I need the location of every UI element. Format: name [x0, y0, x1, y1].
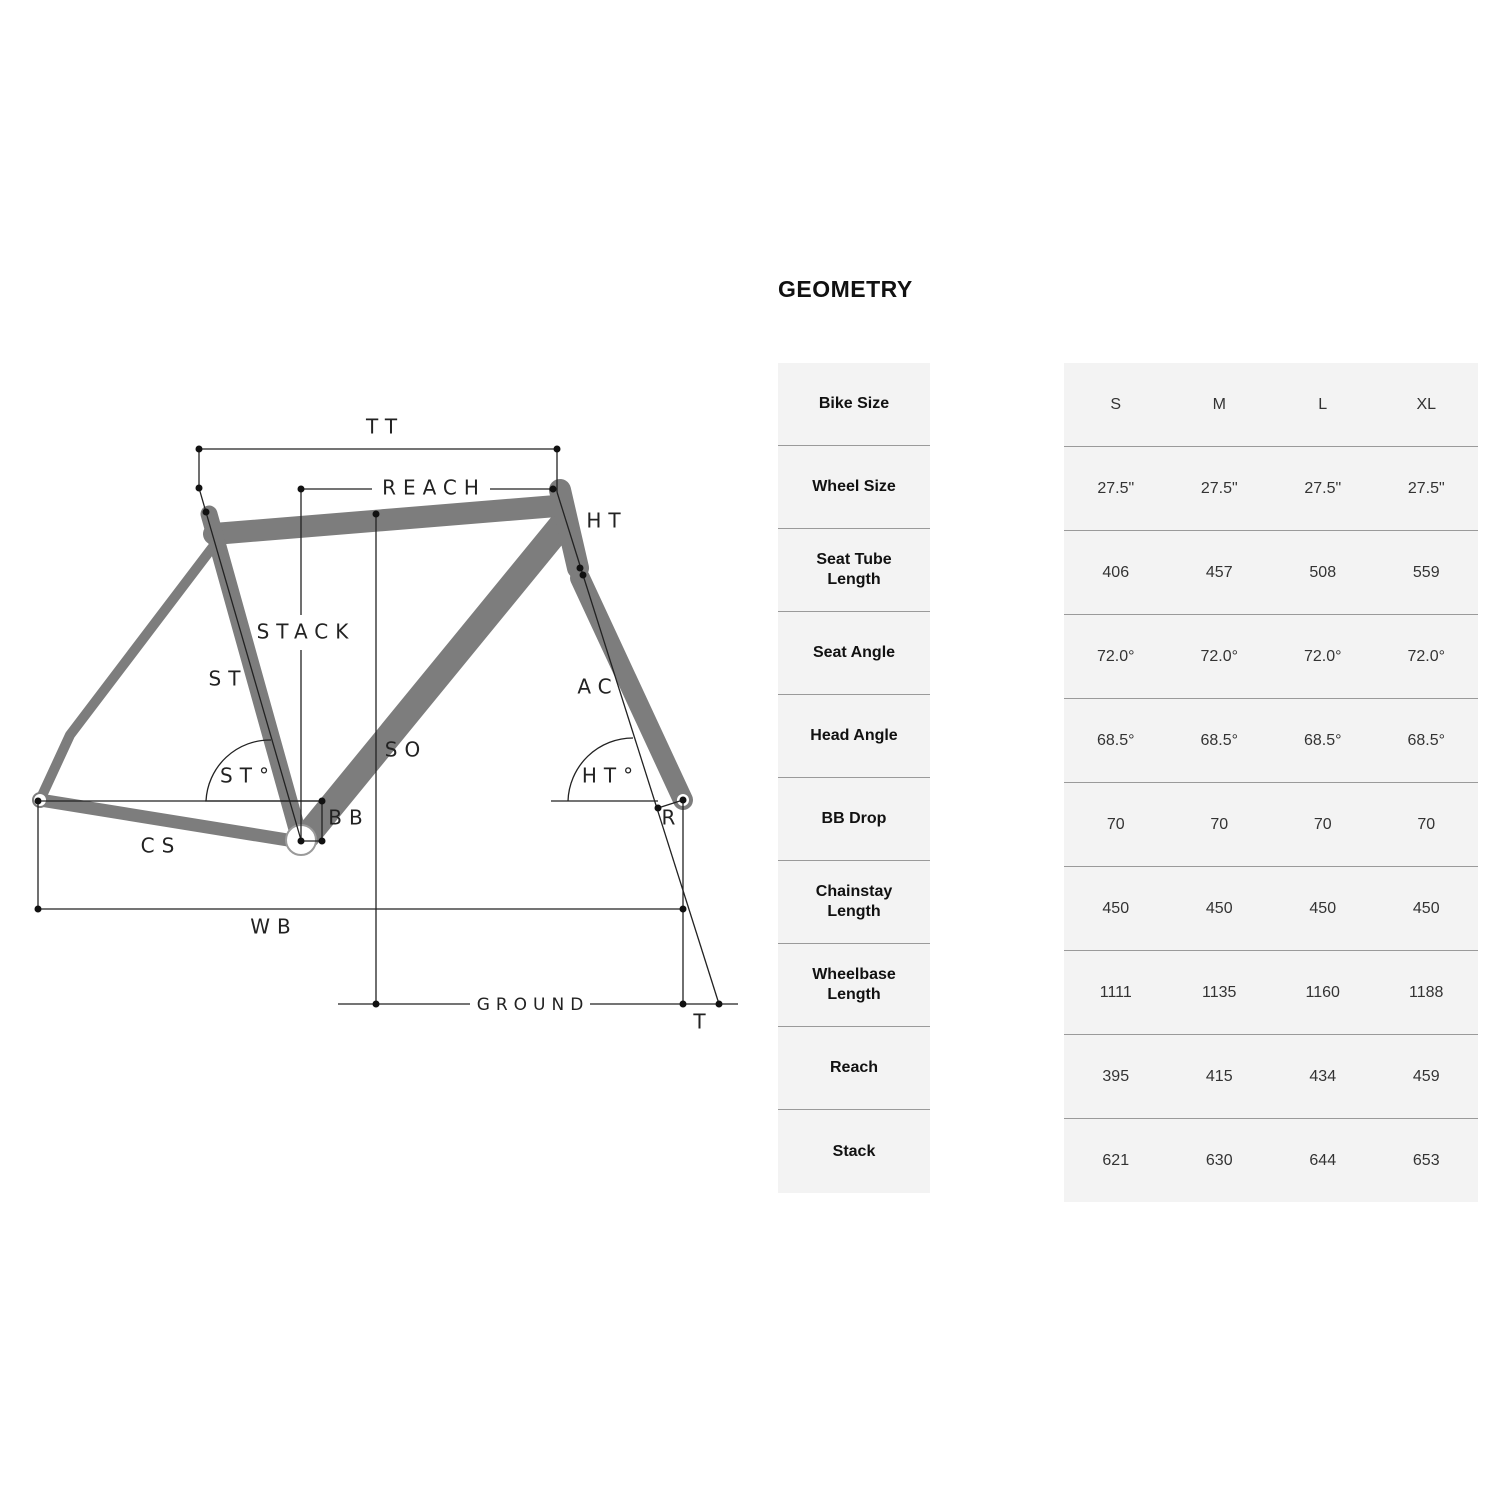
- table-cell: 621: [1102, 1151, 1130, 1169]
- table-row: [1064, 783, 1478, 867]
- measure-point: [298, 486, 305, 493]
- table-cell: 1160: [1305, 983, 1340, 1001]
- table-cell: 27.5": [1304, 479, 1342, 497]
- measure-point: [196, 446, 203, 453]
- table-cell: 508: [1309, 563, 1337, 581]
- geometry-title: GEOMETRY: [778, 276, 913, 302]
- table-cell: 68.5°: [1303, 731, 1342, 749]
- label-st: ST: [208, 666, 248, 691]
- row-label-reach: Reach: [778, 1027, 930, 1110]
- label-so: SO: [384, 737, 428, 762]
- table-cell: 70: [1313, 815, 1332, 833]
- measure-point: [373, 1001, 380, 1008]
- table-cell: 1111: [1099, 983, 1132, 1001]
- label-ht-angle: HT°: [581, 763, 641, 788]
- measure-point: [196, 485, 203, 492]
- table-row: [1064, 699, 1478, 783]
- top-tube: [214, 506, 556, 534]
- table-cell: 1135: [1202, 983, 1237, 1001]
- measure-point: [655, 805, 662, 812]
- label-st-angle: ST°: [220, 763, 276, 788]
- table-cell: 559: [1412, 563, 1440, 581]
- label-stack: STACK: [256, 619, 356, 644]
- frame-geometry-diagram: [0, 0, 760, 1100]
- measure-point: [319, 798, 326, 805]
- row-label-head-angle: Head Angle: [778, 695, 930, 778]
- table-cell: 459: [1412, 1067, 1440, 1085]
- table-cell: 70: [1106, 815, 1125, 833]
- size-header-m: M: [1212, 395, 1226, 413]
- measure-point: [35, 798, 42, 805]
- table-cell: 72.0°: [1407, 647, 1446, 665]
- size-header-row: [1064, 363, 1478, 447]
- table-cell: 457: [1205, 563, 1233, 581]
- table-cell: 68.5°: [1407, 731, 1446, 749]
- label-r: R: [661, 805, 683, 830]
- table-cell: 1188: [1409, 983, 1444, 1001]
- measure-point: [577, 565, 584, 572]
- measure-point: [550, 486, 557, 493]
- table-cell: 406: [1102, 563, 1130, 581]
- table-row: [1064, 867, 1478, 951]
- measure-point: [35, 906, 42, 913]
- table-cell: 27.5": [1097, 479, 1135, 497]
- table-row: [1064, 615, 1478, 699]
- table-row: [1064, 951, 1478, 1035]
- row-label-stack: Stack: [832, 1142, 876, 1160]
- table-row: [1064, 531, 1478, 615]
- table-cell: 644: [1309, 1151, 1337, 1169]
- label-ht: HT: [586, 508, 628, 533]
- table-cell: 653: [1412, 1151, 1440, 1169]
- label-bb: BB: [328, 805, 370, 830]
- label-ground: GROUND: [476, 995, 590, 1015]
- measure-point: [554, 446, 561, 453]
- measure-point: [680, 797, 687, 804]
- table-cell: 70: [1417, 815, 1436, 833]
- ac-measure-line: [583, 575, 719, 1004]
- table-cell: 450: [1309, 899, 1337, 917]
- row-label-bike-size: Bike Size: [778, 363, 930, 446]
- row-label-seat-tube-length: Seat Tube Length: [778, 529, 930, 612]
- label-wb: WB: [250, 914, 298, 939]
- label-t: T: [693, 1009, 713, 1034]
- table-row: [1064, 447, 1478, 531]
- table-cell: 27.5": [1407, 479, 1445, 497]
- table-cell: 415: [1205, 1067, 1233, 1085]
- size-header-xl: XL: [1416, 395, 1437, 413]
- measure-point: [680, 1001, 687, 1008]
- label-tt: TT: [365, 414, 405, 439]
- table-cell: 68.5°: [1096, 731, 1135, 749]
- row-label-chainstay-length: Chainstay Length: [778, 861, 930, 944]
- size-header-s: S: [1110, 395, 1122, 413]
- table-cell: 68.5°: [1200, 731, 1239, 749]
- down-tube: [307, 522, 564, 836]
- label-ac: AC: [577, 674, 619, 699]
- table-row: [1064, 1119, 1478, 1202]
- table-cell: 395: [1102, 1067, 1130, 1085]
- seat-stay: [40, 548, 212, 800]
- table-cell: 450: [1205, 899, 1233, 917]
- table-cell: 434: [1309, 1067, 1337, 1085]
- table-cell: 450: [1412, 899, 1440, 917]
- measure-point: [580, 572, 587, 579]
- label-reach: REACH: [382, 475, 486, 500]
- table-cell: 450: [1102, 899, 1130, 917]
- measure-point: [203, 509, 210, 516]
- label-cs: CS: [140, 833, 182, 858]
- table-cell: 630: [1205, 1151, 1233, 1169]
- geometry-data-table: [1064, 363, 1478, 1202]
- bike-frame: [40, 490, 683, 842]
- row-label-wheel-size: Wheel Size: [778, 446, 930, 529]
- size-header-l: L: [1318, 395, 1328, 413]
- table-cell: 27.5": [1200, 479, 1238, 497]
- measure-point: [319, 838, 326, 845]
- measure-point: [373, 511, 380, 518]
- measure-point: [680, 906, 687, 913]
- table-cell: 70: [1210, 815, 1229, 833]
- measure-point: [298, 838, 305, 845]
- row-label-seat-angle: Seat Angle: [778, 612, 930, 695]
- row-label-wheelbase-length: Wheelbase Length: [778, 944, 930, 1027]
- row-label-bb-drop: BB Drop: [778, 778, 930, 861]
- geometry-label-column: [778, 363, 930, 1193]
- table-row: [1064, 1035, 1478, 1119]
- table-cell: 72.0°: [1303, 647, 1342, 665]
- measure-point: [716, 1001, 723, 1008]
- table-cell: 72.0°: [1096, 647, 1135, 665]
- table-cell: 72.0°: [1200, 647, 1239, 665]
